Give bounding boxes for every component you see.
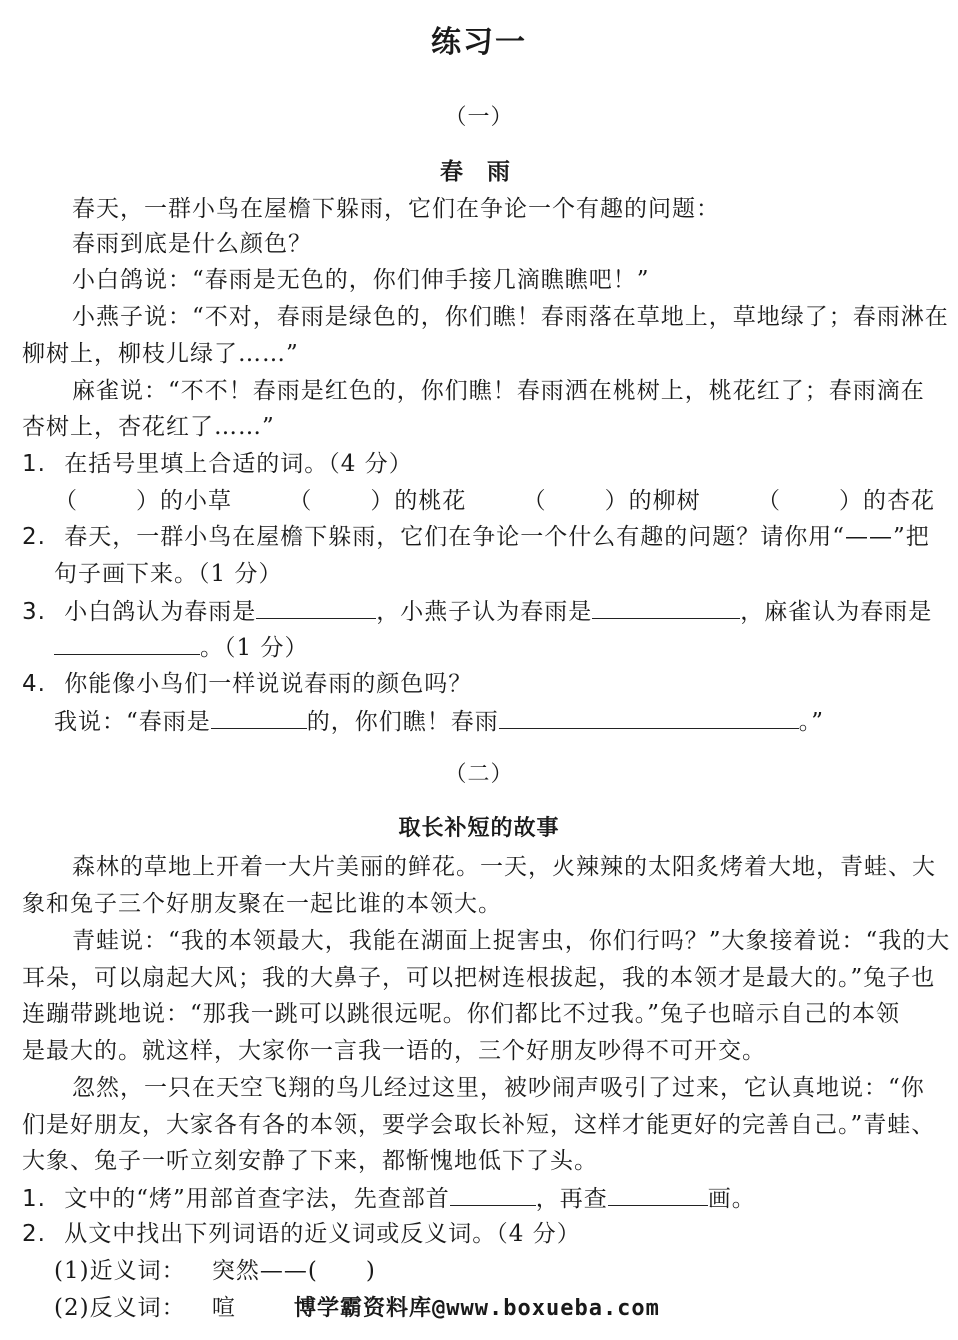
question-number: 4. (22, 671, 46, 697)
story1-line: 小燕子说：“不对，春雨是绿色的，你们瞧！春雨落在草地上，草地绿了；春雨淋在 (72, 304, 949, 330)
question-4 (22, 669, 472, 699)
page-title: 练习一 (431, 25, 527, 60)
story2-line: 是最大的。就这样，大家你一言我一语的，三个好朋友吵得不可开交。 (22, 1038, 766, 1064)
story2-line: 耳朵，可以扇起大风；我的大鼻子，可以把树连根拔起，我的本领才是最大的。”兔子也 (22, 965, 936, 991)
question-3-cont: 。（1 分） (54, 632, 308, 663)
story-title-2: 取长补短的故事 (398, 816, 560, 841)
fill-blank-3[interactable]: （ ）的柳树 (522, 488, 701, 514)
story1-line: 小白鸽说：“春雨是无色的，你们伸手接几滴瞧瞧吧！” (72, 267, 650, 293)
answer-blank[interactable] (256, 596, 376, 619)
question-number: 1. (22, 451, 46, 477)
story2-line: 青蛙说：“我的本领最大，我能在湖面上捉害虫，你们行吗？”大象接着说：“我的大 (72, 928, 951, 954)
story2-line: 森林的草地上开着一大片美丽的鲜花。一天，火辣辣的太阳炙烤着大地，青蛙、大 (72, 854, 936, 880)
story2-line: 连蹦带跳地说：“那我一跳可以跳很远呢。你们都比不过我。”兔子也暗示自己的本领 (22, 1001, 901, 1027)
question-2 (22, 522, 930, 552)
story2-line: 象和兔子三个好朋友聚在一起比谁的本领大。 (22, 891, 502, 917)
story2-line: 大象、兔子一听立刻安静了下来，都惭愧地低下了头。 (22, 1148, 598, 1174)
story1-line: 春天，一群小鸟在屋檐下躲雨，它们在争论一个有趣的问题： (72, 196, 720, 222)
question-number: 2. (22, 1221, 46, 1247)
fill-blank-1[interactable]: （ ）的小草 (54, 488, 232, 514)
answer-blank[interactable] (499, 706, 799, 729)
question-number: 2. (22, 524, 46, 550)
question-3: 3. 小白鸽认为春雨是 ，小燕子认为春雨是 ，麻雀认为春雨是 (22, 596, 932, 627)
question-text: 从文中找出下列词语的近义词或反义词。（4 分） (64, 1221, 581, 1247)
synonym-row: (1)近义词： 突然——( ) (54, 1258, 376, 1284)
fill-paren-row (54, 486, 935, 516)
answer-blank[interactable] (54, 632, 200, 655)
answer-blank[interactable] (450, 1183, 536, 1206)
fill-blank-4[interactable]: （ ）的杏花 (756, 488, 935, 514)
story1-line: 麻雀说：“不不！春雨是红色的，你们瞧！春雨洒在桃树上，桃花红了；春雨滴在 (72, 378, 925, 404)
story1-line: 春雨到底是什么颜色？ (72, 231, 312, 257)
story1-line: 柳树上，柳枝儿绿了……” (22, 341, 299, 367)
answer-blank[interactable] (608, 1183, 708, 1206)
story2-line: 们是好朋友，大家各有各的本领，要学会取长补短，这样才能更好的完善自己。”青蛙、 (22, 1112, 936, 1138)
question-4-answer: 我说：“春雨是 的，你们瞧！春雨 。” (54, 706, 824, 737)
answer-blank[interactable] (211, 706, 307, 729)
fill-blank-2[interactable]: （ ）的桃花 (288, 488, 467, 514)
question-number: 3. (22, 599, 46, 625)
question-2-1: 1. 文中的“烤”用部首查字法，先查部首 ，再查 画。 (22, 1183, 756, 1214)
question-1 (22, 449, 413, 479)
story-title-1: 春 雨 (439, 159, 518, 185)
section-label-2: （二） (444, 762, 514, 787)
story2-line: 忽然，一只在天空飞翔的鸟儿经过这里，被吵闹声吸引了过来，它认真地说：“你 (72, 1075, 925, 1101)
story1-line: 杏树上，杏花红了……” (22, 414, 275, 440)
section-label-1: （一） (444, 105, 514, 130)
question-text: 春天，一群小鸟在屋檐下躲雨，它们在争论一个什么有趣的问题？请你用“——”把 (64, 524, 930, 550)
question-text: 在括号里填上合适的词。（4 分） (64, 451, 413, 477)
question-text: 你能像小鸟们一样说说春雨的颜色吗？ (64, 671, 473, 697)
watermark-text: 博学霸资料库@www.boxueba.com (294, 1296, 660, 1321)
question-2-cont: 句子画下来。（1 分） (54, 561, 283, 587)
antonym-row: (2)反义词： 喧 (54, 1295, 236, 1321)
answer-blank[interactable] (592, 596, 740, 619)
question-2-2 (22, 1219, 581, 1249)
question-number: 1. (22, 1186, 46, 1212)
